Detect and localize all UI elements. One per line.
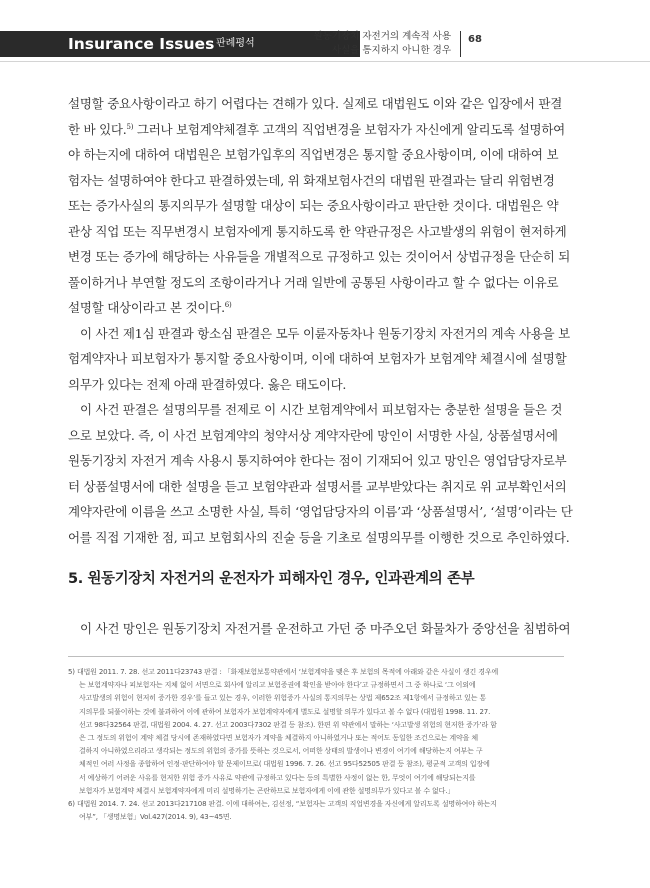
- paragraph-line: 설명할 대상이라고 본 것이다.$^{6)}$: [68, 300, 232, 315]
- footnote-line: 사고발생의 위험이 현저히 증가한 경우’를 들고 있는 경우, 이러한 위험증가 사실의 통지의무는 상법 제652조 제1항에서 규정하고 있는 통: [79, 694, 487, 703]
- paragraph-line: 험자는 설명하여야 한다고 판결하였는데, 위 화재보험사건의 대법원 판결과는 달리 위험변경: [68, 172, 555, 188]
- header-separator: [460, 31, 461, 57]
- footnotes: [68, 666, 564, 824]
- footnote-line: 지의무를 되풀이하는 것에 불과하여 이에 관하여 보험자가 보험계약자에게 별도로 설명할 의무가 있다고 볼 수 없다 (대법원 1998. 11. 27.: [79, 707, 491, 716]
- paragraph-line: 원동기장치 자전거 계속 사용시 통지하여야 한다는 점이 기재되어 있고 망인은 영업담당자로부: [68, 453, 567, 468]
- paragraph-line: 이 사건 판결은 설명의무를 전제로 이 시간 보험계약에서 피보험자는 충분한 설명을 들은 것: [80, 402, 563, 417]
- running-title-line-1: 원동기장치 자전거의 계속적 사용: [313, 31, 451, 42]
- paragraph-line: 변경 또는 증가에 해당하는 사유들을 개별적으로 규정하고 있는 것이어서 상법규정을 단순히 되: [68, 249, 571, 264]
- page-number: 68: [468, 34, 482, 45]
- running-title: [313, 30, 451, 58]
- paragraph-line: 설명할 중요사항이라고 하기 어렵다는 견해가 있다. 실제로 대법원도 이와 같은 입장에서 판결: [68, 96, 563, 111]
- footnote-line: 은 그 정도의 위험이 계약 체결 당시에 존재하였다면 보험자가 계약을 체결하지 아니하였거나 또는 적어도 동일한 조건으로는 계약을 체: [79, 734, 478, 743]
- footnote-line: 선고 98다32564 판결, 대법원 2004. 4. 27. 선고 2003다7302 판결 등 참조). 한편 위 약관에서 말하는 ‘사고발생 위험의 현저한 증가’라 함: [79, 720, 497, 729]
- footnote-line: 서 예상하기 어려운 사유를 현저한 위험 증가 사유로 약관에 규정하고 있다는 등의 특별한 사정이 없는 한, 무엇이 여기에 해당되는지를: [79, 773, 476, 782]
- paragraph-line: 한 바 있다.$^{5)}$ 그러나 보험계약체결후 고객의 직업변경을 보험자가 자신에게 알리도록 설명하여: [68, 121, 566, 137]
- body-paragraph: [68, 321, 570, 398]
- header-rule: [0, 61, 650, 62]
- footnote-line: 6) 대법원 2014. 7. 24. 선고 2013다217108 판결. 이에 대하여는, 김선정, “보험자는 고객의 직업변경을 자신에게 알리도록 설명하여야 하는지: [68, 800, 497, 809]
- footnote-line: 5) 대법원 2011. 7. 28. 선고 2011다23743 판결 : 「화재보험보통약관에서 ‘보험계약을 맺은 후 보험의 목적에 아래와 같은 사실이 생긴 경우에: [68, 668, 499, 676]
- footnote-line: 보험자가 보험계약 체결시 보험계약자에게 미리 설명하기는 곤란하므로 보험자에게 이에 관한 설명의무가 있다고 볼 수 없다.」: [79, 786, 455, 795]
- section-heading: 5. 원동기장치 자전거의 운전자가 피해자인 경우, 인과관계의 존부: [68, 571, 475, 587]
- page-header: [0, 28, 650, 62]
- paragraph-line: 어를 직접 기재한 점, 피고 보험회사의 진술 등을 기초로 설명의무를 이행한 것으로 추인하였다.: [68, 529, 570, 545]
- paragraph-line: 풀이하거나 부연할 정도의 조항이라거나 거래 일반에 공통된 사항이라고 할 수 없다는 이유로: [68, 274, 559, 290]
- body-paragraph: [68, 91, 571, 321]
- paragraph-line: 관상 직업 또는 직무변경시 보험자에게 통지하도록 한 약관규정은 사고발생의 위험이 현저하게: [68, 223, 567, 239]
- paragraph-line: 험계약자나 피보험자가 통지할 중요사항이며, 이에 대하여 보험자가 보험계약 체결시에 설명할: [68, 351, 567, 366]
- paragraph-line: 야 하는지에 대하여 대법원은 보험가입후의 직업변경은 통지할 중요사항이며, 이에 대하여 보: [68, 147, 559, 162]
- footnote-rule: [68, 656, 564, 657]
- paragraph-line: 으로 보았다. 즉, 이 사건 보험계약의 청약서상 계약자란에 망인이 서명한 사실, 상품설명서에: [68, 427, 558, 443]
- paragraph-line: 터 상품설명서에 대한 설명을 듣고 보험약관과 설명서를 교부받았다는 취지로 위 교부확인서의: [68, 478, 567, 494]
- article-body: [68, 91, 573, 550]
- paragraph-line: 이 사건 제1심 판결과 항소심 판결은 모두 이륜자동차나 원동기장치 자전거의 계속 사용을 보: [80, 325, 570, 341]
- footnote-line: 는 보험계약자나 피보험자는 지체 없이 서면으로 회사에 알리고 보험증권에 확인을 받아야 한다’고 규정하면서 그 중 하나로 ‘그 이외에: [79, 681, 476, 690]
- body-paragraph: [68, 397, 573, 550]
- footnote: [68, 666, 564, 798]
- footnote-line: 결하지 아니하였으리라고 생각되는 정도의 위험의 증가를 뜻하는 것으로서, 어떠한 상태의 발생이나 변경이 여기에 해당하는지 여부는 구: [79, 747, 483, 756]
- running-title-line-2: 사실을 통지하지 아니한 경우: [331, 45, 451, 56]
- paragraph-line: 또는 증가사실의 통지의무가 설명할 대상이 되는 중요사항이라고 판단한 것이다. 대법원은 약: [68, 198, 559, 213]
- section-label: 판례평석: [216, 38, 255, 49]
- footnote-line: 여부”, 「생명보험」Vol.427(2014. 9), 43~45면.: [79, 813, 232, 822]
- paragraph-line: 계약자란에 이름을 쓰고 소명한 사실, 특히 ‘영업담당자의 이름’과 ‘상품설명서’, ‘설명’이라는 단: [68, 504, 573, 519]
- footnote: [68, 798, 564, 824]
- paragraph-continuation: 이 사건 망인은 원동기장치 자전거를 운전하고 가던 중 마주오던 화물차가 중앙선을 침범하여: [80, 621, 571, 636]
- paragraph-line: 의무가 있다는 전제 아래 판결하였다. 옳은 태도이다.: [68, 376, 347, 392]
- journal-brand: Insurance Issues: [68, 35, 215, 53]
- footnote-line: 체적인 여러 사정을 종합하여 인정·판단하여야 할 문제이므로( 대법원 1996. 7. 26. 선고 95다52505 판결 등 참조), 평균적 고객의 입장에: [79, 760, 490, 769]
